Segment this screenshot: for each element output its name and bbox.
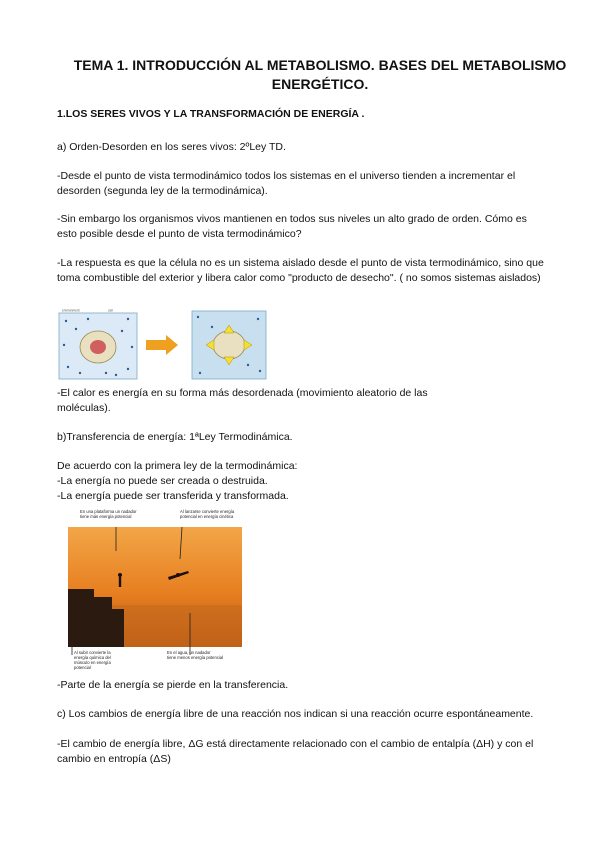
paragraph-sin-embargo: -Sin embargo los organismos vivos mantienen en todos sus niveles un alto grado de orden. Cómo es esto posible desde el punto de vista termodinámico?: [57, 213, 527, 240]
paragraph-ley-2: -La energía puede ser transferida y transformada.: [57, 490, 289, 502]
diver-energy-figure: [64, 505, 246, 675]
section-heading-1: 1.LOS SERES VIVOS Y LA TRANSFORMACIÓN DE ENERGÍA .: [57, 108, 365, 120]
environment-label: environment: [62, 308, 80, 313]
paragraph-acuerdo: De acuerdo con la primera ley de la termodinámica:: [57, 460, 298, 472]
cell-heat-figure: [58, 307, 268, 382]
paragraph-ley-1: -La energía no puede ser creada o destruida.: [57, 475, 268, 487]
paragraph-parte: -Parte de la energía se pierde en la transferencia.: [57, 679, 289, 691]
cell-shape-after: [213, 331, 245, 359]
cell-label: cell: [108, 308, 113, 313]
paragraph-calor: -El calor es energía en su forma más desordenada (movimiento aleatorio de las moléculas).: [57, 387, 428, 414]
paragraph-c: c) Los cambios de energía libre de una reacción nos indican si una reacción ocurre espontáneamente.: [57, 708, 534, 720]
cell-nucleus: [90, 340, 106, 354]
caption-top-left: En una plataforma un nadador tiene más energía potencial: [80, 509, 137, 519]
caption-top-right: Al lanzarse convierte energía potencial en energía cinética: [180, 509, 235, 519]
caption-bottom-right: En el agua, un nadador tiene menos energía potencial: [167, 650, 224, 660]
page-title: TEMA 1. INTRODUCCIÓN AL METABOLISMO. BASES DEL METABOLISMO ENERGÉTICO.: [73, 57, 567, 92]
arrow-icon: [146, 335, 178, 355]
caption-bottom-left: Al subir convierte la energía química del músculo en energía potencial: [74, 650, 111, 670]
paragraph-a: a) Orden-Desorden en los seres vivos: 2ºLey TD.: [57, 141, 286, 153]
paragraph-b: b)Transferencia de energía: 1ªLey Termodinámica.: [57, 431, 293, 443]
paragraph-respuesta: -La respuesta es que la célula no es un sistema aislado desde el punto de vista termodinámico, sino que toma combustible del exterior y libera calor como "producto de desecho". ( no somos sistemas aislados): [57, 257, 544, 284]
paragraph-desde: -Desde el punto de vista termodinámico todos los sistemas en el universo tienden a incrementar el desorden (segunda ley de la termodinámica).: [57, 170, 516, 197]
paragraph-cambio: -El cambio de energía libre, ΔG está directamente relacionado con el cambio de entalpía (ΔH) y con el cambio en entropía (ΔS): [57, 738, 534, 765]
